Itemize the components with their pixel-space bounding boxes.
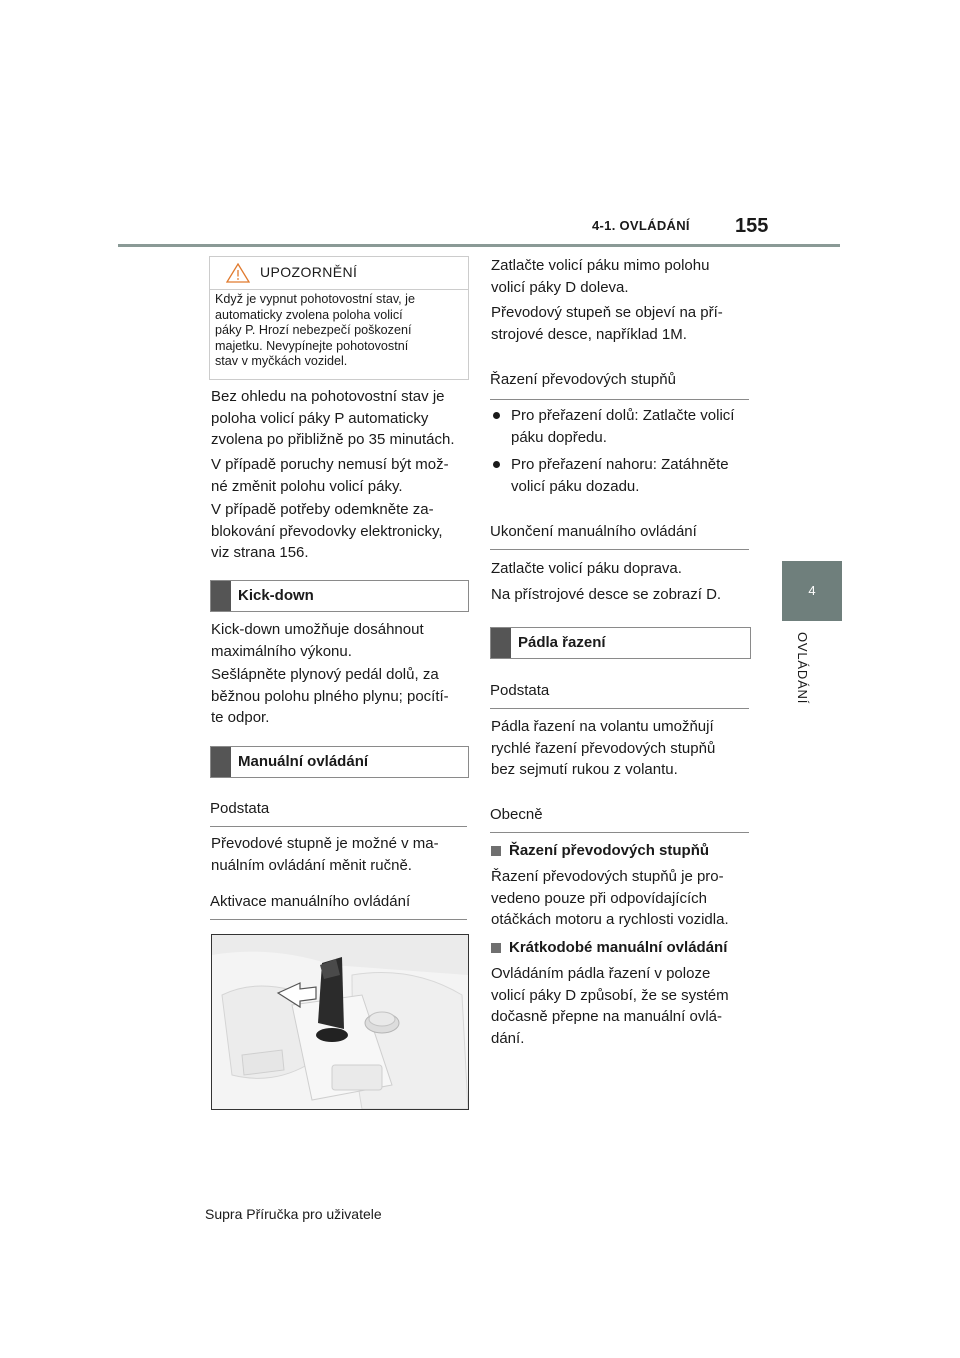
section-manual xyxy=(210,746,469,778)
chapter-tab: 4 xyxy=(782,561,842,621)
text-line: poloha volicí páky P automaticky xyxy=(211,409,429,427)
warning-line: stav v myčkách vozidel. xyxy=(215,354,348,368)
text-line: běžnou polohu plného plynu; pocítí- xyxy=(211,687,449,705)
bullet-downshift xyxy=(493,405,734,448)
gear-selector-drawing xyxy=(212,935,468,1109)
text-line: blokování převodovky elektronicky, xyxy=(211,522,443,540)
bullet-dot xyxy=(493,461,500,468)
square-marker xyxy=(491,846,501,856)
header-rule xyxy=(118,244,840,247)
square-marker xyxy=(491,943,501,953)
paragraph-malfunction xyxy=(211,454,449,497)
text-line: Řazení převodových stupňů je pro- xyxy=(491,868,724,885)
text-line: te odpor. xyxy=(211,709,270,726)
bullet-dot xyxy=(493,412,500,419)
heading-temporary-manual xyxy=(491,939,727,956)
text-line: otáčkách motoru a rychlosti vozidla. xyxy=(491,911,729,928)
bullet-upshift xyxy=(493,454,729,497)
text-line: Pádla řazení na volantu umožňují xyxy=(491,718,714,735)
text-line: Pro přeřazení dolů: Zatlačte volicí xyxy=(511,407,735,424)
heading-gear-shifting xyxy=(491,842,709,859)
paragraph-push-right: Zatlačte volicí páku doprava. xyxy=(491,560,682,577)
section-kickdown xyxy=(210,580,469,612)
text-line: rychlé řazení převodových stupňů xyxy=(491,739,716,757)
heading-text: Řazení převodových stupňů xyxy=(509,842,710,859)
page-number: 155 xyxy=(735,215,769,237)
paragraph-shift-conditions xyxy=(491,866,729,931)
text-line: páku dopředu. xyxy=(511,428,607,446)
section-title: 4-1. OVLÁDÁNÍ xyxy=(592,218,690,233)
text-line: zvolena po přibližně po 35 minutách. xyxy=(211,431,455,448)
section-bar xyxy=(491,628,511,658)
warning-line: automaticky zvolena poloha volicí xyxy=(215,307,403,322)
subheading-activation xyxy=(210,893,467,920)
paragraph-unlock xyxy=(211,499,443,564)
subheading-shifting xyxy=(490,371,749,400)
subheading-text: Podstata xyxy=(490,682,550,699)
text-line: nuálním ovládání měnit ručně. xyxy=(211,856,412,874)
subheading-text: Aktivace manuálního ovládání xyxy=(210,893,411,910)
warning-header xyxy=(210,257,468,290)
text-line: bez sejmutí rukou z volantu. xyxy=(491,761,678,778)
text-line: volicí páku dozadu. xyxy=(511,477,640,495)
paragraph-default-position xyxy=(211,386,455,451)
paragraph-pedal xyxy=(211,664,449,729)
text-line: volicí páky D doleva. xyxy=(491,278,629,296)
subheading-principle xyxy=(210,800,467,827)
text-line: vedeno pouze při odpovídajících xyxy=(491,889,707,907)
text-line: Převodový stupeň se objeví na pří- xyxy=(491,304,723,321)
footer-text: Supra Příručka pro uživatele xyxy=(205,1206,382,1222)
subheading-text: Ukončení manuálního ovládání xyxy=(490,523,697,540)
text-line: Pro přeřazení nahoru: Zatáhněte xyxy=(511,456,729,473)
warning-line: Když je vypnut pohotovostní stav, je xyxy=(215,292,415,306)
chapter-label xyxy=(780,632,840,732)
subheading-text: Obecně xyxy=(490,806,543,823)
paragraph-gear-display xyxy=(491,302,723,345)
section-title-kickdown: Kick-down xyxy=(238,587,314,604)
section-paddles xyxy=(490,627,751,659)
text-line: Zatlačte volicí páku mimo polohu xyxy=(491,257,710,274)
text-line: maximálního výkonu. xyxy=(211,642,352,660)
gear-selector-illustration xyxy=(211,934,469,1110)
text-line: Sešlápněte plynový pedál dolů, za xyxy=(211,666,439,683)
section-bar xyxy=(211,581,231,611)
text-line: V případě poruchy nemusí být mož- xyxy=(211,456,449,473)
section-title-manual: Manuální ovládání xyxy=(238,753,369,770)
warning-title: UPOZORNĚNÍ xyxy=(260,264,358,280)
paragraph-display-d: Na přístrojové desce se zobrazí D. xyxy=(491,586,722,603)
paragraph-push-lever xyxy=(491,255,709,298)
paragraph-manual xyxy=(211,833,439,876)
text-line: Převodové stupně je možné v ma- xyxy=(211,835,439,852)
section-title-paddles: Pádla řazení xyxy=(518,634,606,651)
paragraph-temporary-manual xyxy=(491,963,729,1049)
section-bar xyxy=(211,747,231,777)
text-line: dání. xyxy=(491,1029,525,1047)
paragraph-kickdown xyxy=(211,619,424,662)
subheading-end-manual xyxy=(490,523,749,550)
warning-box xyxy=(209,256,469,380)
warning-line: páky P. Hrozí nebezpečí poškození xyxy=(215,323,412,337)
chapter-label-text: OVLÁDÁNÍ xyxy=(795,632,810,705)
paragraph-paddles xyxy=(491,716,715,781)
text-line: né změnit polohu volicí páky. xyxy=(211,477,403,495)
subheading-text: Řazení převodových stupňů xyxy=(490,371,676,388)
subheading-general xyxy=(490,806,749,833)
text-line: V případě potřeby odemkněte za- xyxy=(211,501,434,518)
text-line: dočasně přepne na manuální ovlá- xyxy=(491,1008,722,1025)
text-line: Bez ohledu na pohotovostní stav je xyxy=(211,388,445,405)
text-line: volicí páky D způsobí, že se systém xyxy=(491,986,729,1004)
warning-triangle-icon xyxy=(226,263,250,283)
subheading-text: Podstata xyxy=(210,800,270,817)
text-line: strojové desce, například 1M. xyxy=(491,325,687,343)
heading-text: Krátkodobé manuální ovládání xyxy=(509,939,728,956)
text-line: viz strana 156. xyxy=(211,544,309,561)
text-line: Ovládáním pádla řazení v poloze xyxy=(491,965,711,982)
text-line: Kick-down umožňuje dosáhnout xyxy=(211,621,424,638)
warning-line: majetku. Nevypínejte pohotovostní xyxy=(215,338,409,353)
warning-text xyxy=(215,292,463,370)
subheading-principle-right xyxy=(490,682,749,709)
